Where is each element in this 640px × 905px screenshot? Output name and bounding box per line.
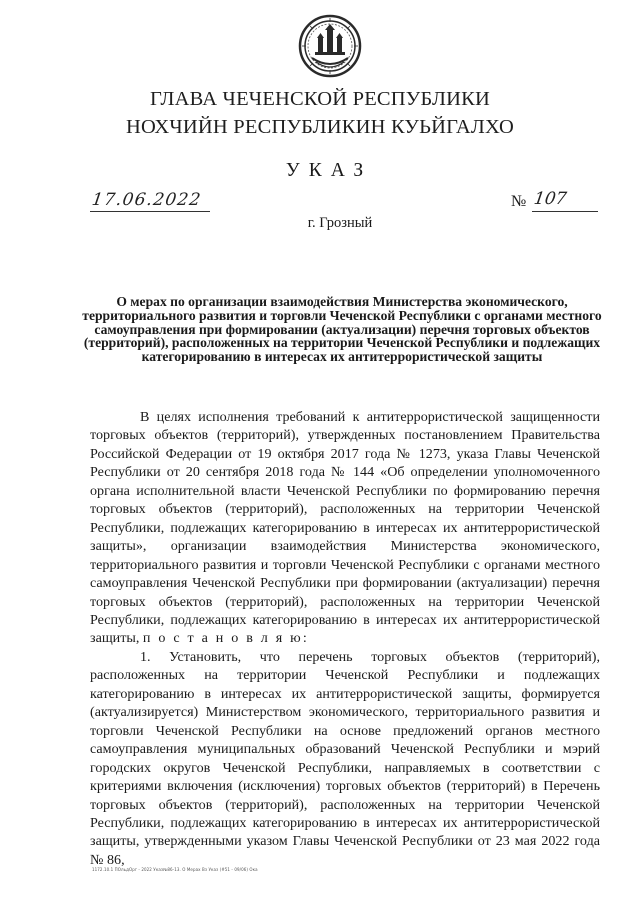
authority-name-russian: ГЛАВА ЧЕЧЕНСКОЙ РЕСПУБЛИКИ — [150, 88, 490, 110]
document-title: О мерах по организации взаимодействия Министерства экономического, территориального развития и торговли Чеченской Республики с органами местного самоуправления при формировании (актуализации) перечня торговых объектов (территорий), расположенных на территории Чеченской Республики и подлежащих категорированию в интересах их антитеррористической защиты — [82, 294, 602, 365]
footer-file-code: 1172.10.1 ПОльдОрг - 2022 Указ№86-13. О Мерах Вз Указ (#51 - 09/06) Ока — [92, 867, 258, 872]
date-underline — [90, 211, 210, 212]
city-name: г. Грозный — [307, 215, 373, 231]
authority-name-chechen: НОХЧИЙН РЕСПУБЛИКИН КУЬЙГАЛХО — [125, 116, 514, 138]
number-underline — [532, 211, 598, 212]
document-number: 107 — [532, 189, 568, 209]
document-date: 17.06.2022 — [90, 190, 203, 210]
number-sign: № — [511, 193, 527, 210]
preamble-text: В целях исполнения требований к антитеррористической защищенности торговых объектов (территорий), утвержденных постановлением Правительства Российской Федерации от 19 октября 2017 года № 1273, указа Главы Чеченской Республики от 20 сентября 2018 года № 144 «Об определении уполномоченного органа исполнительной власти Чеченской Республики по формированию перечня торговых объектов (территорий), расположенных на территории Чеченской Республики, подлежащих категорированию в интересах их антитеррористической защиты», организации взаимодействия Министерства экономического, территориального развития и торговли Чеченской Республики с органами местного самоуправления Чеченской Республики при формировании (актуализации) перечня торговых объектов (территорий), расположенных на территории Чеченской Республики, подлежащих категорированию в интересах их антитеррористической защиты, — [90, 409, 600, 647]
item-1-paragraph: 1. Установить, что перечень торговых объектов (территорий), расположенных на территории Чеченской Республики и подлежащих категорированию в интересах их антитеррористической защиты, формируется (актуализируется) Министерством экономического, территориального развития и торговли Чеченской Республики на основе предложений органов местного самоуправления муниципальных образований Чеченской Республики и мэрий городских округов Чеченской Республики, направляемых в соответствии с критериями включения (исключения) торговых объектов (территорий) в Перечень торговых объектов (территорий), расположенных на территории Чеченской Республики, подлежащих категорированию в интересах их антитеррористической защиты, утвержденными указом Главы Чеченской Республики от 23 мая 2022 года № 86, — [90, 648, 600, 868]
decree-word: п о с т а н о в л я ю: — [142, 630, 310, 647]
chechen-republic-emblem-icon — [298, 14, 362, 78]
preamble-paragraph — [90, 408, 600, 648]
document-body — [90, 408, 600, 869]
document-type: УКАЗ — [285, 160, 373, 181]
